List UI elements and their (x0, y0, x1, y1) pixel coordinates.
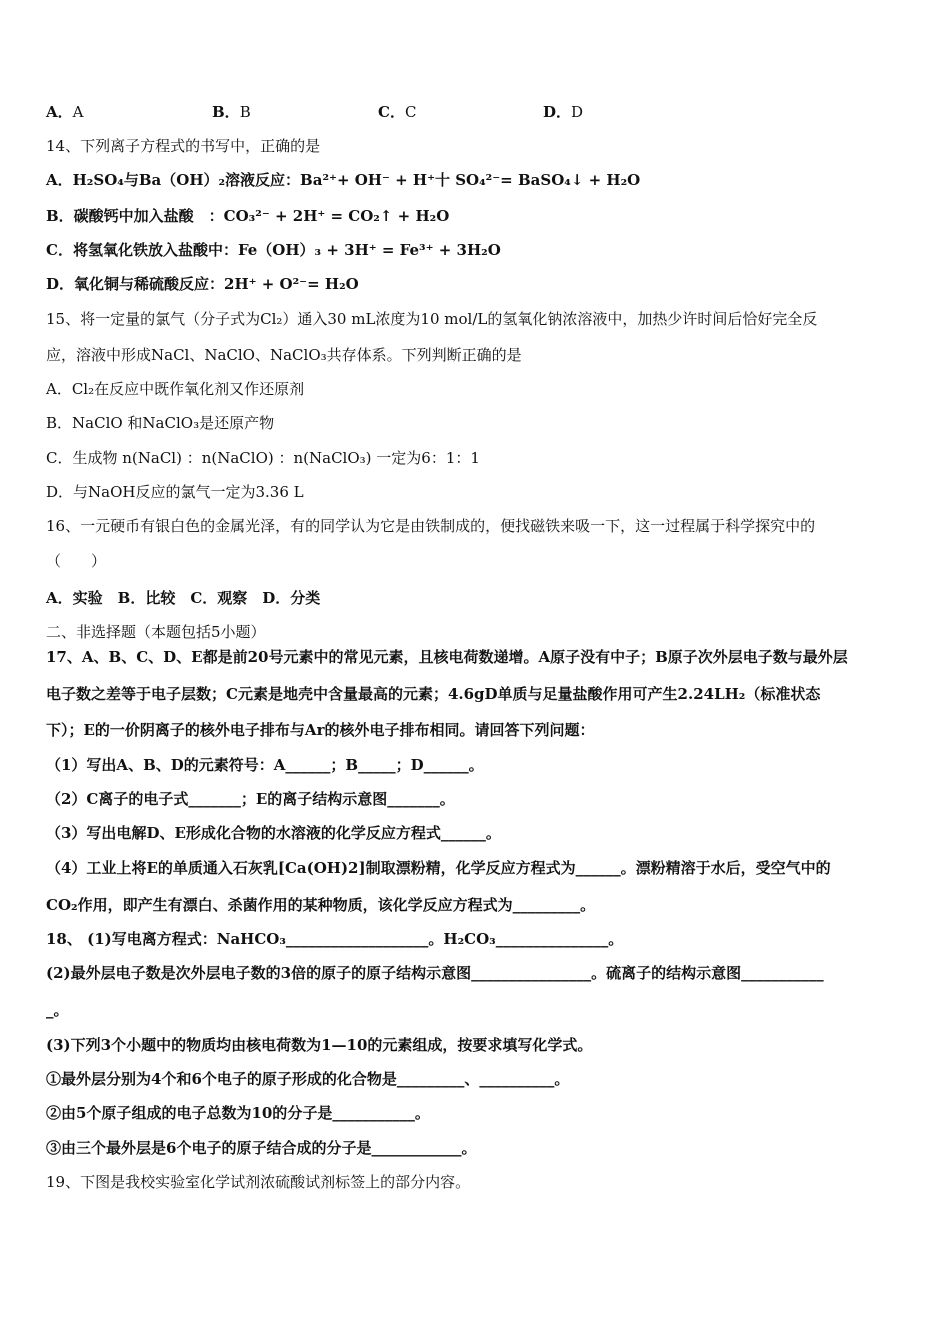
q18-sub2: ②由5个原子组成的电子总数为10的分子是___________。 (46, 1104, 430, 1122)
q18-sub1: ①最外层分别为4个和6个电子的原子形成的化合物是_________、__________。 (46, 1070, 570, 1088)
q15-stem-line2: 应，溶液中形成NaCl、NaClO、NaClO₃共存体系。下列判断正确的是 (46, 346, 522, 364)
q17-line3: 下）；E的一价阴离子的核外电子排布与Ar的核外电子排布相同。请回答下列问题： (46, 721, 595, 739)
q13-option-a: A．A (46, 103, 84, 121)
q19-stem: 19、下图是我校实验室化学试剂浓硫酸试剂标签上的部分内容。 (46, 1173, 471, 1191)
q17-part4-line1: （4）工业上将E的单质通入石灰乳[Ca(OH)2]制取漂粉精，化学反应方程式为______。漂粉精溶于水后，受空气中的 (46, 859, 831, 877)
q18-line3: _。 (46, 1001, 69, 1019)
q17-part1: （1）写出A、B、D的元素符号：A______；B_____；D______。 (46, 756, 484, 774)
q15-option-c: C．生成物 n(NaCl) ：n(NaClO) ：n(NaClO₃) 一定为6：1：1 (46, 449, 480, 467)
section-heading: 二、非选择题（本题包括5小题） (46, 623, 266, 641)
q18-line2: (2)最外层电子数是次外层电子数的3倍的原子的原子结构示意图________________。硫离子的结构示意图___________ (46, 964, 824, 982)
q18-line1: 18、 (1)写电离方程式：NaHCO₃___________________。H₂CO₃_______________。 (46, 930, 624, 948)
q14-option-a: A．H₂SO₄与Ba（OH）₂溶液反应：Ba²⁺+ OH⁻ + H⁺十 SO₄²⁻= BaSO₄↓ + H₂O (46, 171, 641, 189)
q14-option-d: D．氧化铜与稀硫酸反应：2H⁺ + O²⁻= H₂O (46, 275, 359, 293)
q14-stem: 14、下列离子方程式的书写中，正确的是 (46, 137, 321, 155)
q13-option-c: C．C (378, 103, 417, 121)
q15-option-a: A．Cl₂在反应中既作氧化剂又作还原剂 (46, 380, 305, 398)
q15-stem-line1: 15、将一定量的氯气（分子式为Cl₂）通入30 mL浓度为10 mol/L的氢氧化钠浓溶液中，加热少许时间后恰好完全反 (46, 310, 818, 328)
q17-line2: 电子数之差等于电子层数；C元素是地壳中含量最高的元素；4.6gD单质与足量盐酸作用可产生2.24LH₂（标准状态 (46, 685, 821, 703)
q14-option-c: C．将氢氧化铁放入盐酸中：Fe（OH）₃ + 3H⁺ = Fe³⁺ + 3H₂O (46, 241, 501, 259)
q16-stem-line2: （ ） (46, 552, 107, 570)
q14-option-b: B．碳酸钙中加入盐酸 ：CO₃²⁻ + 2H⁺ = CO₂↑ + H₂O (46, 207, 450, 225)
q15-option-d: D．与NaOH反应的氯气一定为3.36 L (46, 483, 304, 501)
q17-line1: 17、A、B、C、D、E都是前20号元素中的常见元素，且核电荷数递增。A原子没有中子；B原子次外层电子数与最外层 (46, 648, 848, 666)
q18-line4: (3)下列3个小题中的物质均由核电荷数为1—10的元素组成，按要求填写化学式。 (46, 1036, 593, 1054)
q17-part2: （2）C离子的电子式_______；E的离子结构示意图_______。 (46, 790, 455, 808)
q13-option-b: B．B (212, 103, 251, 121)
q16-options: A．实验 B．比较 C．观察 D．分类 (46, 589, 321, 607)
q13-option-d: D．D (543, 103, 584, 121)
q17-part4-line2: CO₂作用，即产生有漂白、杀菌作用的某种物质，该化学反应方程式为_________。 (46, 896, 596, 914)
q15-option-b: B．NaClO 和NaClO₃是还原产物 (46, 414, 275, 432)
q17-part3: （3）写出电解D、E形成化合物的水溶液的化学反应方程式______。 (46, 824, 501, 842)
q16-stem-line1: 16、一元硬币有银白色的金属光泽，有的同学认为它是由铁制成的，便找磁铁来吸一下，这一过程属于科学探究中的 (46, 517, 816, 535)
q18-sub3: ③由三个最外层是6个电子的原子结合成的分子是____________。 (46, 1139, 477, 1157)
